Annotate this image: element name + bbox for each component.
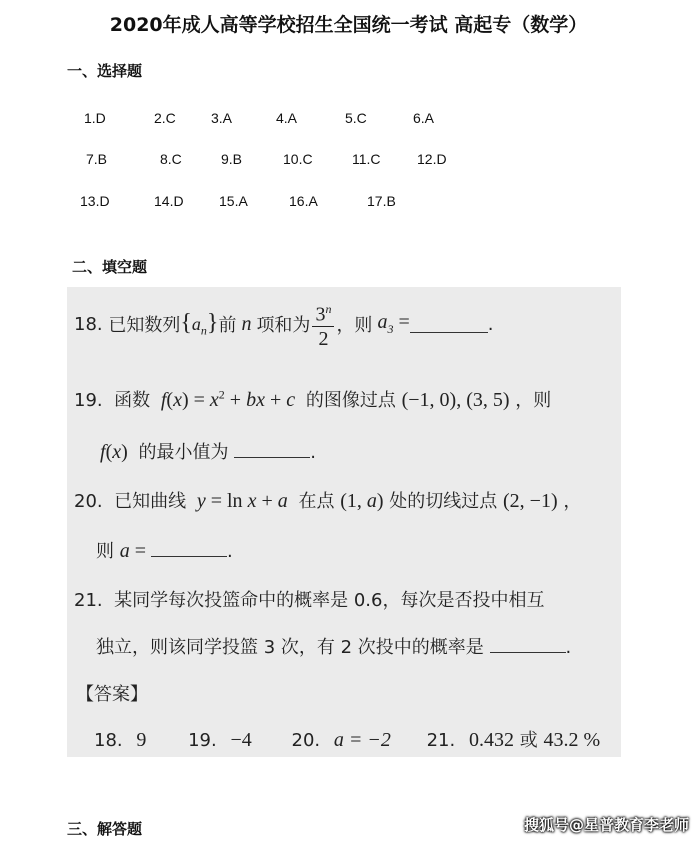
math-point: (2, −1) bbox=[503, 490, 558, 512]
answer-value: 9 bbox=[136, 729, 147, 751]
choice-answer: 3.A bbox=[211, 110, 233, 126]
question-20-line2: 则 a = . bbox=[96, 540, 233, 562]
question-21-line2: 独立，则该同学投篮 3 次，有 2 次投中的概率是 . bbox=[96, 637, 572, 658]
question-text: ， bbox=[563, 491, 582, 512]
choice-answer: 5.C bbox=[345, 110, 367, 126]
math-curve: y bbox=[191, 490, 206, 512]
answer-blank bbox=[490, 636, 566, 653]
answer-number: 21. bbox=[426, 730, 456, 751]
math-fraction: $\frac{3^n}{2}$ bbox=[312, 297, 334, 352]
question-text: 项和为 bbox=[256, 315, 311, 336]
choice-answer: 17.B bbox=[367, 193, 396, 209]
question-text: 已知曲线 bbox=[114, 491, 187, 512]
choice-answer: 12.D bbox=[417, 151, 447, 167]
answer-value: a = −2 bbox=[333, 729, 391, 751]
question-text: ，则 bbox=[515, 390, 552, 411]
question-text: 函数 bbox=[114, 390, 151, 411]
math-function: f bbox=[155, 389, 167, 411]
question-text: 某同学每次投篮命中的概率是 0.6，每次是否投中相互 bbox=[114, 590, 545, 611]
choice-answer: 15.A bbox=[219, 193, 248, 209]
answer-blank bbox=[234, 441, 310, 458]
answer-number: 19. bbox=[188, 730, 217, 751]
math-a3: $a_3$ = bbox=[372, 311, 410, 336]
page-title: 2020年成人高等学校招生全国统一考试 高起专（数学） bbox=[109, 14, 588, 36]
math-a: a bbox=[119, 540, 130, 562]
answer-blank bbox=[410, 316, 488, 333]
math-n: n bbox=[236, 312, 257, 335]
choice-answer: 7.B bbox=[86, 151, 108, 167]
question-number: 19. bbox=[74, 390, 103, 411]
choice-answer: 9.B bbox=[221, 151, 243, 167]
choice-answer: 10.C bbox=[283, 151, 313, 167]
choice-answer: 11.C bbox=[352, 151, 381, 167]
answer-value: 0.432 bbox=[468, 729, 514, 751]
sequence-symbol: $\{a_n\}$ bbox=[180, 309, 219, 338]
question-20: 20. 已知曲线 y = ln x + a 在点 (1, a) 处的切线过点 (2, −1) ， bbox=[74, 490, 582, 512]
choice-answer: 14.D bbox=[154, 193, 184, 209]
question-text: 的图像过点 bbox=[305, 390, 396, 411]
question-21 bbox=[74, 586, 544, 612]
choice-answer: 16.A bbox=[289, 193, 318, 209]
math-function: f bbox=[100, 441, 106, 463]
question-19-line2: f(x) 的最小值为 . bbox=[100, 441, 316, 463]
answer-number: 20. bbox=[291, 730, 321, 751]
choice-answer: 1.D bbox=[84, 110, 106, 126]
section-title-multiple-choice: 一、选择题 bbox=[67, 62, 143, 80]
choice-answer: 13.D bbox=[80, 193, 110, 209]
choice-answer: 8.C bbox=[160, 151, 182, 167]
section-title-fill-in: 二、填空题 bbox=[72, 258, 148, 276]
question-text: 前 bbox=[218, 315, 237, 336]
question-text: 已知数列 bbox=[108, 315, 181, 336]
question-19: 19. 函数 $f(x) = x^2$ + bx + c 的图像过点 (−1, 0), (3, 5) ，则 bbox=[74, 387, 552, 411]
choice-answer: 2.C bbox=[154, 110, 176, 126]
answer-blank bbox=[151, 540, 227, 557]
answer-number: 18. bbox=[94, 730, 123, 751]
watermark: 搜狐号@星普教育李老师 bbox=[523, 816, 689, 834]
answer-or: 或 bbox=[519, 730, 538, 751]
fill-in-answers bbox=[94, 726, 600, 752]
question-text: ，则 bbox=[336, 315, 373, 336]
answer-label: 【答案】 bbox=[76, 684, 148, 705]
fill-in-question-box bbox=[67, 287, 621, 757]
question-text: 独立，则该同学投篮 3 次，有 2 次投中的概率是 bbox=[96, 637, 484, 658]
choice-answer: 6.A bbox=[413, 110, 435, 126]
question-text: 的最小值为 bbox=[138, 442, 229, 463]
question-18: 18. 已知数列 $\{a_n\}$ 前 n 项和为 $\frac{3^n}{2}$ ，则 $a_3$ = . bbox=[74, 297, 493, 351]
question-text: 在点 bbox=[298, 491, 335, 512]
section-title-solution: 三、解答题 bbox=[67, 820, 143, 838]
question-number: 21. bbox=[74, 590, 103, 611]
question-text: 处的切线过点 bbox=[389, 491, 498, 512]
question-text: 则 bbox=[96, 541, 114, 562]
math-points: (−1, 0), (3, 5) bbox=[401, 389, 510, 411]
answer-value: 43.2 % bbox=[543, 729, 601, 751]
math-point: (1, a) bbox=[340, 490, 384, 512]
answer-value: −4 bbox=[230, 729, 252, 751]
question-number: 18. bbox=[74, 313, 103, 335]
choice-answer: 4.A bbox=[276, 110, 298, 126]
question-number: 20. bbox=[74, 491, 103, 512]
